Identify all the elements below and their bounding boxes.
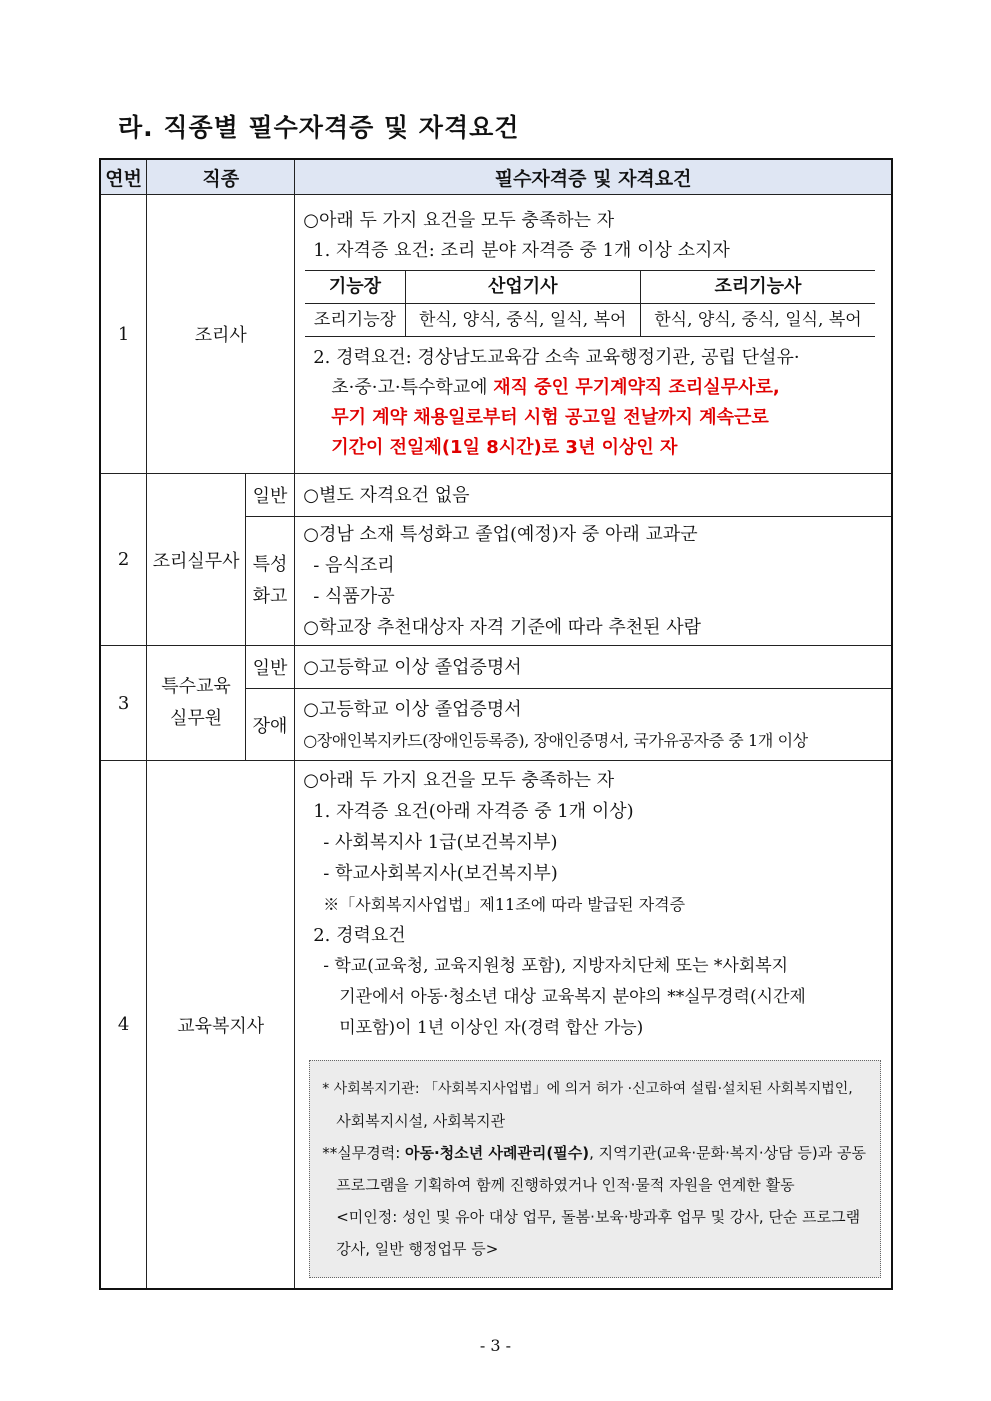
req-line: ○별도 자격요건 없음: [303, 484, 470, 506]
row-req: [295, 761, 892, 1290]
req-line: - 사회복지사 1급(보건복지부): [323, 832, 558, 853]
page-number: - 3 -: [479, 1336, 512, 1355]
row-no: 3: [100, 646, 147, 761]
row-subtype: 장애: [245, 689, 294, 761]
sub-header: 산업기사: [405, 270, 640, 303]
section-title: 라. 직종별 필수자격증 및 자격요건: [118, 113, 520, 142]
subtype-text: 특성: [252, 554, 288, 575]
note-line: 강사, 일반 행정업무 등>: [336, 1240, 499, 1258]
row-req: [295, 195, 892, 474]
req-line: - 학교사회복지사(보건복지부): [323, 863, 558, 884]
career-highlight: 재직 중인 무기계약직 조리실무사로,: [493, 376, 780, 398]
note-line: * 사회복지기관: 「사회복지사업법」에 의거 허가 ·신고하여 설립·설치된 사회복지법인,: [322, 1081, 853, 1097]
row-job: 조리실무사: [147, 474, 246, 646]
row-req: [295, 474, 892, 517]
req-line: 2. 경력요건: 경상남도교육감 소속 교육행정기관, 공립 단설유·: [313, 346, 800, 368]
sub-header: 조리기능사: [640, 270, 875, 303]
req-line: 미포함)이 1년 이상인 자(경력 합산 가능): [339, 1018, 644, 1038]
row-no: 1: [100, 195, 147, 474]
header-req: 필수자격증 및 자격요건: [295, 159, 892, 195]
req-line: 2. 경력요건: [313, 925, 406, 946]
note-text: **실무경력:: [322, 1144, 406, 1162]
requirements-table: [99, 158, 893, 1290]
req-line: ○아래 두 가지 요건을 모두 충족하는 자: [303, 209, 615, 231]
subtype-text: 화고: [252, 586, 288, 607]
job-text: 실무원: [169, 708, 223, 729]
row-no: 4: [100, 761, 147, 1290]
header-job: 직종: [147, 159, 295, 195]
cert-subtable: [305, 270, 875, 337]
career-highlight: 기간이 전일제(1일 8시간)로 3년 이상인 자: [331, 436, 678, 458]
table-row: [100, 646, 892, 689]
career-highlight: 무기 계약 채용일로부터 시험 공고일 전날까지 계속근로: [331, 406, 769, 428]
table-row: [100, 761, 892, 1290]
row-job: 교육복지사: [147, 761, 295, 1290]
req-line: 1. 자격증 요건: 조리 분야 자격증 중 1개 이상 소지자: [313, 239, 730, 261]
sub-value: 조리기능장: [305, 303, 405, 336]
row-job: [147, 646, 246, 761]
row-job: 조리사: [147, 195, 295, 474]
req-line: ○경남 소재 특성화고 졸업(예정)자 중 아래 교과군: [303, 524, 698, 545]
row-req: [295, 646, 892, 689]
row-subtype: [245, 517, 294, 646]
req-line: ※「사회복지사업법」제11조에 따라 발급된 자격증: [323, 895, 686, 914]
req-line: 기관에서 아동·청소년 대상 교육복지 분야의 **실무경력(시간제: [339, 987, 806, 1007]
req-line: - 식품가공: [313, 586, 395, 607]
row-req: [295, 517, 892, 646]
header-row: [100, 159, 892, 195]
note-bold: 아동·청소년 사례관리(필수): [405, 1144, 590, 1162]
note-text: , 지역기관(교육·문화·복지·상담 등)과 공동: [589, 1144, 866, 1162]
row-no: 2: [100, 474, 147, 646]
note-box: [309, 1060, 881, 1278]
note-line: [322, 1137, 866, 1169]
sub-header: 기능장: [305, 270, 405, 303]
row-subtype: 일반: [245, 646, 294, 689]
note-line: 사회복지시설, 사회복지관: [336, 1112, 506, 1130]
table-row: [100, 474, 892, 517]
sub-value: 한식, 양식, 중식, 일식, 복어: [640, 303, 875, 336]
row-req: [295, 689, 892, 761]
row-subtype: 일반: [245, 474, 294, 517]
req-line: ○학교장 추천대상자 자격 기준에 따라 추천된 사람: [303, 617, 702, 638]
req-line: ○고등학교 이상 졸업증명서: [303, 698, 522, 720]
sub-value: 한식, 양식, 중식, 일식, 복어: [405, 303, 640, 336]
req-line: - 학교(교육청, 교육지원청 포함), 지방자치단체 또는 *사회복지: [323, 956, 789, 976]
note-line: <미인정: 성인 및 유아 대상 업무, 돌봄·보육·방과후 업무 및 강사, 단순 프로그램: [336, 1208, 861, 1226]
career-text: 초·중·고·특수학교에: [331, 376, 494, 398]
table-row: [100, 195, 892, 474]
req-line: - 음식조리: [313, 555, 395, 576]
note-line: 프로그램을 기획하여 함께 진행하였거나 인적·물적 자원을 연계한 활동: [336, 1176, 795, 1194]
req-line: ○고등학교 이상 졸업증명서: [303, 656, 522, 678]
req-line: [303, 373, 883, 403]
job-text: 특수교육: [161, 676, 231, 697]
req-line: ○장애인복지카드(장애인등록증), 장애인증명서, 국가유공자증 중 1개 이상: [303, 730, 808, 750]
header-no: 연번: [100, 159, 147, 195]
req-line: ○아래 두 가지 요건을 모두 충족하는 자: [303, 770, 615, 791]
req-line: 1. 자격증 요건(아래 자격증 중 1개 이상): [313, 801, 634, 822]
